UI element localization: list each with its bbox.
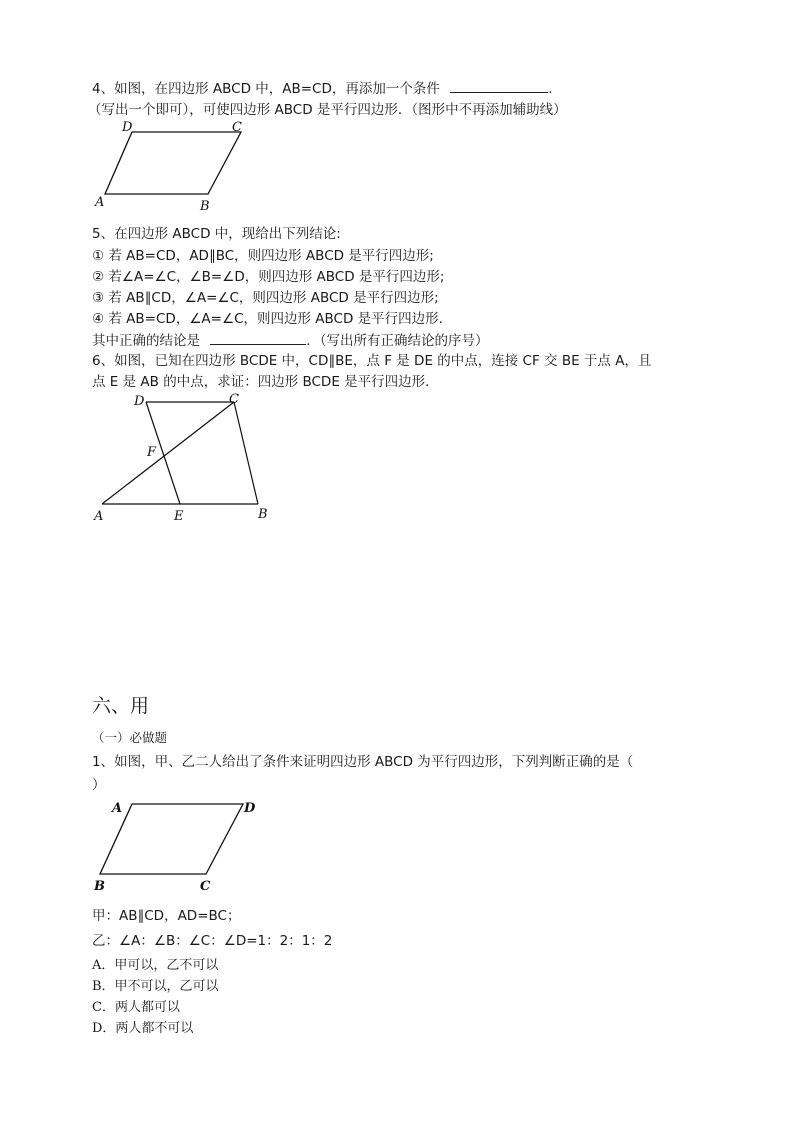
s1-parallelogram-figure [88,796,268,896]
q6-label-d: D [134,394,145,409]
s1-label-d: D [244,801,256,816]
q4-line1 [92,78,552,99]
q5-answer-prefix: 其中正确的结论是 [92,333,200,349]
section-title: 六、用 [92,695,150,717]
s1-label-c: C [200,879,211,894]
s1-label-b: B [94,879,105,894]
section-subtitle: （一）必做题 [92,730,168,745]
s1-option-b[interactable]: B．甲不可以，乙可以 [92,979,219,994]
q6-label-c: C [229,392,239,407]
q6-label-f: F [147,445,157,460]
q5-answer-blank[interactable] [210,330,306,345]
q5-item-3: ③ 若 AB∥CD，∠A=∠C，则四边形 ABCD 是平行四边形; [92,290,439,306]
q6-segment-cb [234,402,258,504]
q6-figure [88,390,278,526]
s1-option-d[interactable]: D．两人都不可以 [92,1021,194,1036]
s1-line2: ） [92,777,106,793]
q4-label-b: B [200,199,210,214]
q6-label-e: E [174,509,184,524]
q5-intro: 5、在四边形 ABCD 中，现给出下列结论: [92,226,341,242]
q5-item-1: ① 若 AB=CD，AD∥BC，则四边形 ABCD 是平行四边形; [92,248,434,264]
q6-segment-ac [102,402,234,504]
q6-label-a: A [94,509,104,524]
s1-option-c[interactable]: C．两人都可以 [92,1000,180,1015]
q4-text: 4、如图，在四边形 ABCD 中，AB=CD，再添加一个条件 [92,81,440,97]
q4-label-a: A [95,195,105,210]
q4-label-d: D [122,120,133,135]
q6-line2: 点 E 是 AB 的中点，求证：四边形 BCDE 是平行四边形． [92,374,439,390]
q6-line1: 6、如图，已知在四边形 BCDE 中，CD∥BE，点 F 是 DE 的中点，连接 CF 交 BE 于点 A，且 [92,353,652,369]
q4-line2: （写出一个即可），可使四边形 ABCD 是平行四边形．（图形中不再添加辅助线） [88,102,567,118]
q4-label-c: C [232,120,242,135]
s1-label-a: A [112,801,123,816]
q4-parallelogram-figure [90,116,260,214]
s1-condition-yi: 乙：∠A：∠B：∠C：∠D=1：2：1：2 [92,933,333,949]
s1-condition-jia: 甲：AB∥CD，AD=BC； [92,908,241,924]
s1-line1: 1、如图，甲、乙二人给出了条件来证明四边形 ABCD 为平行四边形，下列判断正确的是（ [92,754,634,770]
q5-item-2: ② 若∠A=∠C，∠B=∠D，则四边形 ABCD 是平行四边形; [92,269,445,285]
s1-option-a[interactable]: A．甲可以，乙不可以 [92,958,219,973]
q5-answer-suffix: ．（写出所有正确结论的序号） [306,333,489,349]
q4-answer-blank[interactable] [450,78,548,93]
q5-item-4: ④ 若 AB=CD，∠A=∠C，则四边形 ABCD 是平行四边形． [92,311,453,327]
q5-answer-line [92,330,489,351]
q6-label-b: B [258,507,268,522]
q4-line1-end: . [548,81,553,97]
q4-parallelogram [105,132,241,194]
